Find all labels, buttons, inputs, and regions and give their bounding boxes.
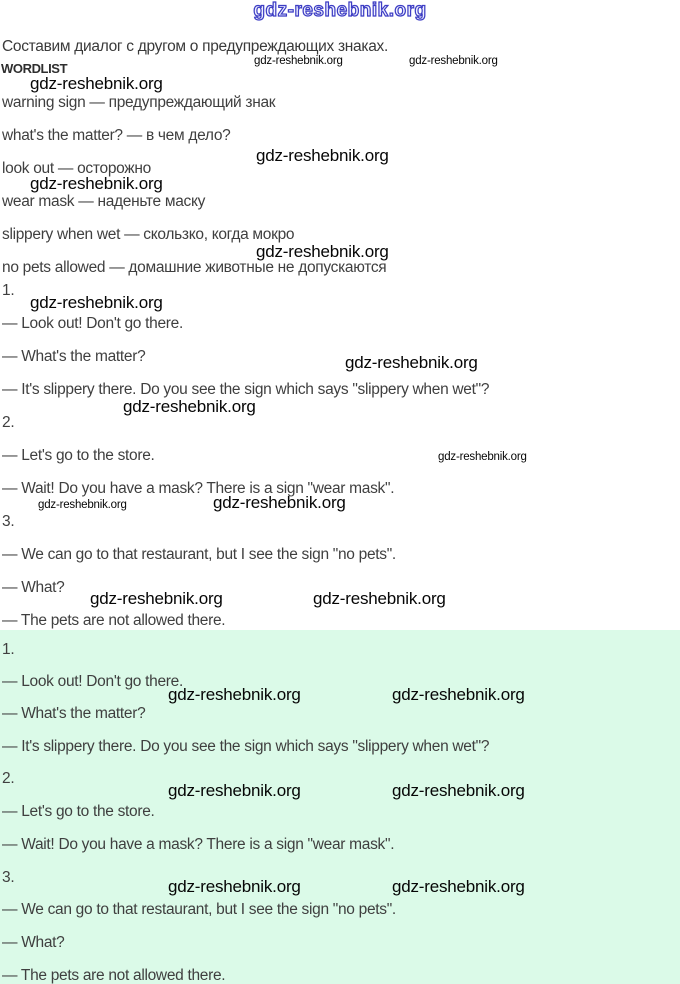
wordlist-item: look out — осторожно: [2, 160, 151, 177]
answer-dialog-line: — What's the matter?: [2, 705, 146, 722]
wordlist-item: what's the matter? — в чем дело?: [2, 127, 231, 144]
watermark-text: gdz-reshebnik.org: [90, 589, 223, 608]
dialog-number: 1.: [2, 282, 15, 299]
wordlist-title: WORDLIST: [1, 61, 68, 76]
task-text: Составим диалог с другом о предупреждающих знаках.: [2, 38, 388, 55]
watermark-text: gdz-reshebnik.org: [254, 55, 343, 67]
dialog-line: — Let's go to the store.: [2, 447, 155, 464]
answer-dialog-line: — It's slippery there. Do you see the sign which says "slippery when wet"?: [2, 738, 490, 755]
dialog-line: — Wait! Do you have a mask? There is a sign "wear mask".: [2, 480, 395, 497]
watermark-text: gdz-reshebnik.org: [392, 781, 525, 800]
answer-dialog-number: 3.: [2, 869, 15, 886]
wordlist-item: wear mask — наденьте маску: [2, 193, 206, 210]
dialog-line: — The pets are not allowed there.: [2, 612, 226, 629]
watermark-text: gdz-reshebnik.org: [256, 146, 389, 165]
answer-dialog-number: 2.: [2, 770, 15, 787]
watermark-text: gdz-reshebnik.org: [168, 685, 301, 704]
watermark-text: gdz-reshebnik.org: [168, 781, 301, 800]
answer-dialog-line: — We can go to that restaurant, but I see the sign "no pets".: [2, 901, 396, 918]
dialog-line: — It's slippery there. Do you see the sign which says "slippery when wet"?: [2, 381, 490, 398]
watermark-text: gdz-reshebnik.org: [313, 589, 446, 608]
dialog-line: — What's the matter?: [2, 348, 146, 365]
watermark-text: gdz-reshebnik.org: [213, 493, 346, 512]
watermark-text: gdz-reshebnik.org: [409, 55, 498, 67]
answer-dialog-line: — The pets are not allowed there.: [2, 967, 226, 984]
watermark-text: gdz-reshebnik.org: [168, 877, 301, 896]
watermark-text: gdz-reshebnik.org: [30, 74, 163, 93]
wordlist-item: warning sign — предупреждающий знак: [2, 94, 276, 111]
watermark-text: gdz-reshebnik.org: [30, 174, 163, 193]
wordlist-item: no pets allowed — домашние животные не допускаются: [2, 259, 387, 276]
wordlist-item: slippery when wet — скользко, когда мокро: [2, 226, 295, 243]
watermark-text: gdz-reshebnik.org: [256, 242, 389, 261]
dialog-line: — We can go to that restaurant, but I see the sign "no pets".: [2, 546, 396, 563]
watermark-text: gdz-reshebnik.org: [438, 451, 527, 463]
watermark-text: gdz-reshebnik.org: [392, 877, 525, 896]
watermark-text: gdz-reshebnik.org: [345, 353, 478, 372]
answer-dialog-line: — Look out! Don't go there.: [2, 673, 183, 690]
dialog-number: 2.: [2, 414, 15, 431]
answer-dialog-line: — Let's go to the store.: [2, 803, 155, 820]
answer-dialog-number: 1.: [2, 641, 15, 658]
dialog-line: — What?: [2, 579, 65, 596]
dialog-line: — Look out! Don't go there.: [2, 315, 183, 332]
dialog-number: 3.: [2, 513, 15, 530]
watermark-text: gdz-reshebnik.org: [392, 685, 525, 704]
watermark-text: gdz-reshebnik.org: [123, 397, 256, 416]
answer-dialog-line: — What?: [2, 934, 65, 951]
watermark-text: gdz-reshebnik.org: [30, 293, 163, 312]
watermark-text: gdz-reshebnik.org: [38, 499, 127, 511]
answer-dialog-line: — Wait! Do you have a mask? There is a sign "wear mask".: [2, 836, 395, 853]
site-watermark-header: gdz-reshebnik.org: [253, 0, 427, 21]
